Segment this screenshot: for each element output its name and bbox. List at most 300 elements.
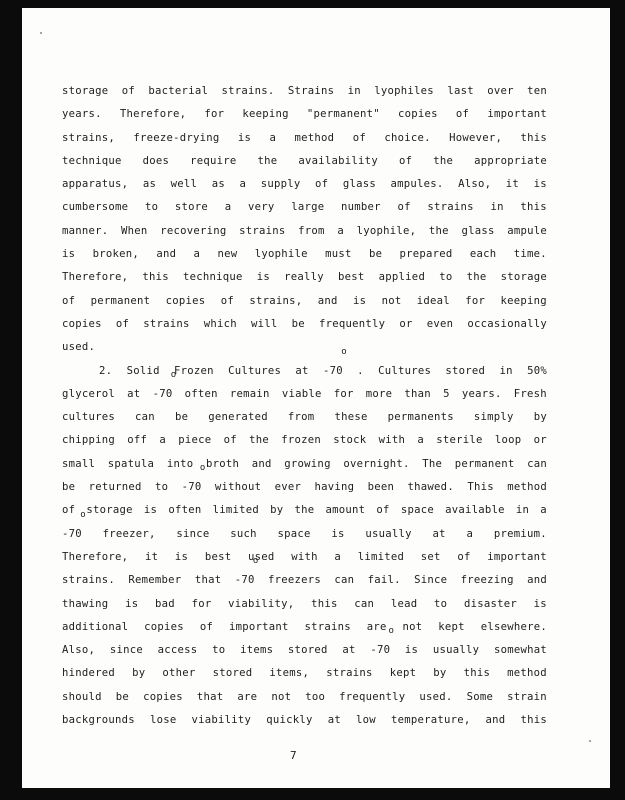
word: last — [447, 85, 474, 97]
word: lose — [149, 714, 177, 727]
word: is — [404, 644, 419, 657]
word: Cultures — [228, 364, 282, 377]
word: freezers — [267, 574, 321, 587]
word: Therefore, — [62, 550, 129, 563]
word: as — [142, 178, 157, 191]
word: important — [487, 550, 547, 563]
word: is — [533, 178, 547, 191]
word: the — [466, 271, 487, 284]
word: freezing — [460, 574, 514, 587]
text-line — [62, 196, 547, 219]
scan-speck — [40, 32, 42, 34]
word: of — [62, 504, 76, 517]
text-line — [62, 290, 547, 313]
word: Therefore, — [62, 271, 129, 284]
word: broken, — [92, 248, 139, 261]
word: -70 o — [235, 569, 255, 592]
word: than — [404, 387, 431, 400]
word: stored — [287, 644, 328, 657]
word: applied — [378, 271, 426, 284]
word: ideal — [416, 294, 450, 307]
word: is — [237, 131, 252, 144]
word: limited — [212, 504, 259, 517]
word: been — [367, 481, 395, 494]
word: will — [251, 317, 278, 330]
word: are — [366, 620, 387, 633]
word: small — [62, 457, 96, 470]
word: thawing — [62, 597, 109, 610]
word: this — [520, 714, 547, 727]
word: 5 — [443, 387, 450, 400]
word: at — [342, 644, 356, 657]
word: for — [204, 108, 225, 121]
word: is — [62, 248, 76, 261]
word: elsewhere. — [480, 620, 547, 633]
word: of — [62, 294, 76, 307]
text-line — [62, 429, 547, 452]
word: years. — [461, 387, 502, 400]
word: of — [115, 317, 130, 330]
word: the — [249, 434, 270, 447]
word: a — [269, 131, 277, 144]
word: returned — [88, 481, 142, 494]
word: since — [176, 527, 210, 540]
word: such — [230, 527, 257, 540]
word: kept — [389, 667, 417, 680]
word: over — [487, 85, 514, 97]
document-page — [22, 8, 610, 788]
word: and — [156, 248, 177, 261]
word: of — [220, 294, 234, 307]
word: and — [317, 294, 338, 307]
word: copies — [143, 690, 183, 703]
word: best — [204, 550, 232, 563]
word: supply — [260, 178, 301, 191]
word: . — [357, 364, 364, 377]
word: temperature, — [390, 714, 471, 727]
word: by — [132, 667, 146, 680]
word: frequently — [319, 317, 386, 330]
word: Frozen — [174, 364, 214, 377]
word: can — [354, 597, 375, 610]
word: limited — [357, 550, 405, 563]
word: lyophiles — [374, 85, 434, 97]
word: prepared — [399, 248, 453, 261]
word: this — [520, 131, 547, 144]
word: that — [196, 690, 224, 703]
word: When — [121, 224, 148, 237]
word: strains, — [62, 131, 116, 144]
word: piece — [178, 434, 212, 447]
word: glass — [342, 178, 376, 191]
word: a — [417, 434, 425, 447]
word: bacterial — [148, 85, 209, 97]
word: space — [400, 504, 434, 517]
word: be — [115, 690, 130, 703]
text-line — [62, 173, 547, 196]
word: copies — [144, 620, 184, 633]
word: "permanent" — [306, 108, 380, 121]
word: stored — [212, 667, 253, 680]
text-line — [62, 243, 547, 266]
word: Cultures — [378, 364, 432, 377]
word: frozen — [281, 434, 322, 447]
text-line — [62, 406, 547, 429]
word: important — [228, 620, 289, 633]
word: used — [248, 550, 275, 563]
word: a — [334, 550, 342, 563]
word: a — [540, 504, 547, 517]
word: the — [257, 154, 278, 167]
word: with — [291, 550, 318, 563]
word: simply — [473, 411, 514, 424]
word: chipping — [62, 434, 116, 447]
word: copies — [62, 317, 102, 330]
word: a — [159, 434, 167, 447]
text-line — [62, 453, 547, 476]
word: usually — [432, 644, 480, 657]
word: spatula — [107, 457, 155, 470]
word: best — [338, 271, 365, 284]
text-line — [62, 709, 547, 732]
word: Also, — [62, 644, 96, 657]
word: strains — [143, 317, 190, 330]
word: new — [217, 248, 238, 261]
word: access — [157, 644, 198, 657]
word: that — [194, 574, 222, 587]
word: these — [334, 411, 368, 424]
word: method — [507, 667, 547, 680]
word: glass — [461, 224, 495, 237]
word: since — [109, 644, 143, 657]
word: Remember — [128, 574, 182, 587]
word: low — [356, 714, 376, 727]
word: ten — [527, 85, 547, 97]
word: store — [174, 201, 209, 214]
word: somewhat — [493, 644, 547, 657]
word: used. — [62, 341, 96, 354]
word: this — [463, 667, 491, 680]
word: off — [127, 434, 148, 447]
word: method — [507, 481, 547, 494]
word: to — [144, 201, 159, 214]
word: recovering — [160, 224, 227, 237]
word: keeping — [500, 294, 547, 307]
word: having — [314, 481, 355, 494]
word: not — [271, 690, 292, 703]
word: keeping — [242, 108, 289, 121]
word: lyophile — [254, 248, 308, 261]
word: strains — [427, 201, 474, 214]
word: time. — [513, 248, 547, 261]
word: require — [190, 154, 237, 167]
word: glycerol — [62, 387, 116, 400]
word: items, — [269, 667, 310, 680]
word: stored — [445, 364, 486, 377]
word: fail. — [367, 574, 401, 587]
word: the — [428, 224, 449, 237]
word: Some — [466, 690, 494, 703]
word: important — [487, 108, 547, 121]
word: cultures — [62, 411, 116, 424]
text-line — [62, 103, 547, 126]
word: is — [143, 504, 158, 517]
word: -70 o — [323, 360, 343, 383]
word: a — [466, 527, 474, 540]
word: amount — [325, 504, 366, 517]
word: used. — [419, 690, 453, 703]
word: Solid — [126, 364, 160, 377]
word: a — [337, 224, 344, 237]
word: Since — [414, 574, 448, 587]
word: storage — [62, 85, 109, 97]
word: lyophile, — [356, 224, 417, 237]
word: the — [294, 504, 315, 517]
word: too — [305, 690, 326, 703]
word: be — [291, 317, 305, 330]
text-line — [62, 546, 547, 569]
word: This — [467, 481, 494, 494]
text-line — [62, 662, 547, 685]
text-line — [62, 639, 547, 662]
word: can — [135, 411, 155, 424]
word: 50% — [527, 364, 547, 377]
text-line — [62, 686, 547, 709]
word: viability — [191, 714, 252, 727]
word: Strains — [287, 85, 335, 97]
word: well — [170, 178, 198, 191]
word: a — [193, 248, 201, 261]
word: lead — [390, 597, 418, 610]
word: strains — [326, 667, 373, 680]
word: even — [426, 317, 454, 330]
word: of — [352, 131, 366, 144]
word: into — [166, 457, 194, 470]
text-line — [62, 593, 547, 616]
word: manner. — [62, 224, 109, 237]
word: as — [211, 178, 225, 191]
word: ampule — [507, 224, 547, 237]
word: can — [334, 574, 355, 587]
word: and — [485, 714, 506, 727]
scan-speck — [589, 740, 591, 742]
word: years. — [62, 108, 102, 121]
word: additional — [62, 620, 129, 633]
text-line — [62, 360, 547, 383]
word: for — [191, 597, 212, 610]
word: for — [333, 387, 354, 400]
word: be — [174, 411, 189, 424]
word: be — [62, 481, 76, 494]
word: is — [533, 597, 547, 610]
word: availability — [298, 154, 378, 167]
word: not — [381, 294, 402, 307]
word: copies — [165, 294, 206, 307]
word: by — [433, 667, 447, 680]
word: -70 o — [182, 476, 202, 499]
word: frequently — [339, 690, 406, 703]
word: storage — [86, 504, 133, 517]
word: at — [432, 527, 446, 540]
word: freeze-drying — [133, 131, 220, 144]
word: and — [527, 574, 547, 587]
word: Fresh — [513, 387, 547, 400]
word: does — [142, 154, 170, 167]
word: remain — [229, 387, 270, 400]
word: of — [121, 85, 136, 97]
word: not — [402, 620, 423, 633]
word: backgrounds — [62, 714, 135, 727]
text-line — [62, 476, 547, 499]
word: without — [214, 481, 262, 494]
word: strains. — [62, 574, 116, 587]
word: number — [341, 201, 381, 214]
text-line — [62, 313, 547, 336]
word: stock — [333, 434, 367, 447]
word: of — [199, 620, 214, 633]
word: to — [434, 597, 448, 610]
word: for — [465, 294, 486, 307]
text-line — [62, 499, 547, 522]
word: each — [469, 248, 497, 261]
word: technique — [183, 271, 243, 284]
word: storage — [500, 271, 547, 284]
word: occasionally — [467, 317, 547, 330]
word: can — [527, 457, 547, 470]
word: with — [378, 434, 406, 447]
word: from — [287, 411, 315, 424]
word: to — [155, 481, 169, 494]
word: generated — [208, 411, 268, 424]
word: a — [239, 178, 247, 191]
word: is — [331, 527, 345, 540]
word: However, — [449, 131, 503, 144]
word: often — [184, 387, 218, 400]
word: of — [398, 154, 413, 167]
text-line — [62, 150, 547, 173]
word: strains — [239, 224, 286, 237]
word: should — [62, 690, 102, 703]
word: it — [505, 178, 520, 191]
word: choice. — [384, 131, 431, 144]
word: is — [352, 294, 367, 307]
word: items — [240, 644, 274, 657]
word: by — [533, 411, 547, 424]
word: ampules. — [390, 178, 444, 191]
word: is — [125, 597, 139, 610]
word: must — [325, 248, 352, 261]
word: this — [142, 271, 169, 284]
word: of — [455, 108, 470, 121]
word: at — [327, 714, 341, 727]
word: is — [256, 271, 271, 284]
word: bad — [155, 597, 175, 610]
word: appropriate — [474, 154, 547, 167]
word: of — [315, 178, 329, 191]
word: in — [347, 85, 361, 97]
word: this — [520, 201, 547, 214]
word: The — [422, 457, 443, 470]
word: ever — [274, 481, 302, 494]
text-line — [62, 383, 547, 406]
word: viability, — [228, 597, 295, 610]
word: overnight. — [343, 457, 410, 470]
word: technique — [62, 154, 122, 167]
word: or — [399, 317, 413, 330]
word: very — [248, 201, 275, 214]
word: permanent — [90, 294, 151, 307]
word: is — [174, 550, 189, 563]
text-line — [62, 266, 547, 289]
word: in — [490, 201, 504, 214]
word: strains, — [249, 294, 303, 307]
word: premium. — [493, 527, 547, 540]
word: large — [291, 201, 325, 214]
word: growing — [284, 457, 331, 470]
word: set — [420, 550, 441, 563]
word: often — [168, 504, 202, 517]
word: at — [295, 364, 309, 377]
word: broth — [205, 457, 240, 470]
word: sterile — [436, 434, 483, 447]
word: of — [457, 550, 471, 563]
word: space — [277, 527, 311, 540]
word: available — [445, 504, 505, 517]
word: in — [515, 504, 530, 517]
word: thawed. — [407, 481, 454, 494]
word: really — [284, 271, 324, 284]
text-line — [62, 220, 547, 243]
text-line — [62, 523, 547, 546]
word: in — [499, 364, 513, 377]
word: -70 o — [62, 523, 82, 546]
word: viable — [281, 387, 322, 400]
word: from — [298, 224, 325, 237]
word: cumbersome — [62, 201, 129, 214]
word: the — [433, 154, 454, 167]
word: be — [368, 248, 383, 261]
word: strains. — [221, 85, 275, 97]
word: strain — [507, 690, 547, 703]
word: to — [439, 271, 453, 284]
word: at — [127, 387, 141, 400]
word: of — [223, 434, 237, 447]
word: it — [144, 550, 159, 563]
word: or — [533, 434, 547, 447]
word: Therefore, — [119, 108, 187, 121]
text-line — [62, 336, 547, 359]
text-line — [62, 127, 547, 150]
word: are — [237, 690, 258, 703]
word: other — [162, 667, 196, 680]
word: kept — [438, 620, 465, 633]
word: usually — [365, 527, 412, 540]
word: freezer, — [102, 527, 156, 540]
word: more — [365, 387, 393, 400]
word: apparatus, — [62, 178, 129, 191]
text-line — [62, 569, 547, 592]
word: by — [270, 504, 284, 517]
body-text — [62, 80, 547, 732]
word: hindered — [62, 667, 116, 680]
word: which — [203, 317, 237, 330]
word: copies — [397, 108, 438, 121]
word: a — [224, 201, 232, 214]
word: permanent — [454, 457, 515, 470]
word: method — [294, 131, 335, 144]
text-line — [62, 616, 547, 639]
page-number: 7 — [290, 749, 297, 762]
